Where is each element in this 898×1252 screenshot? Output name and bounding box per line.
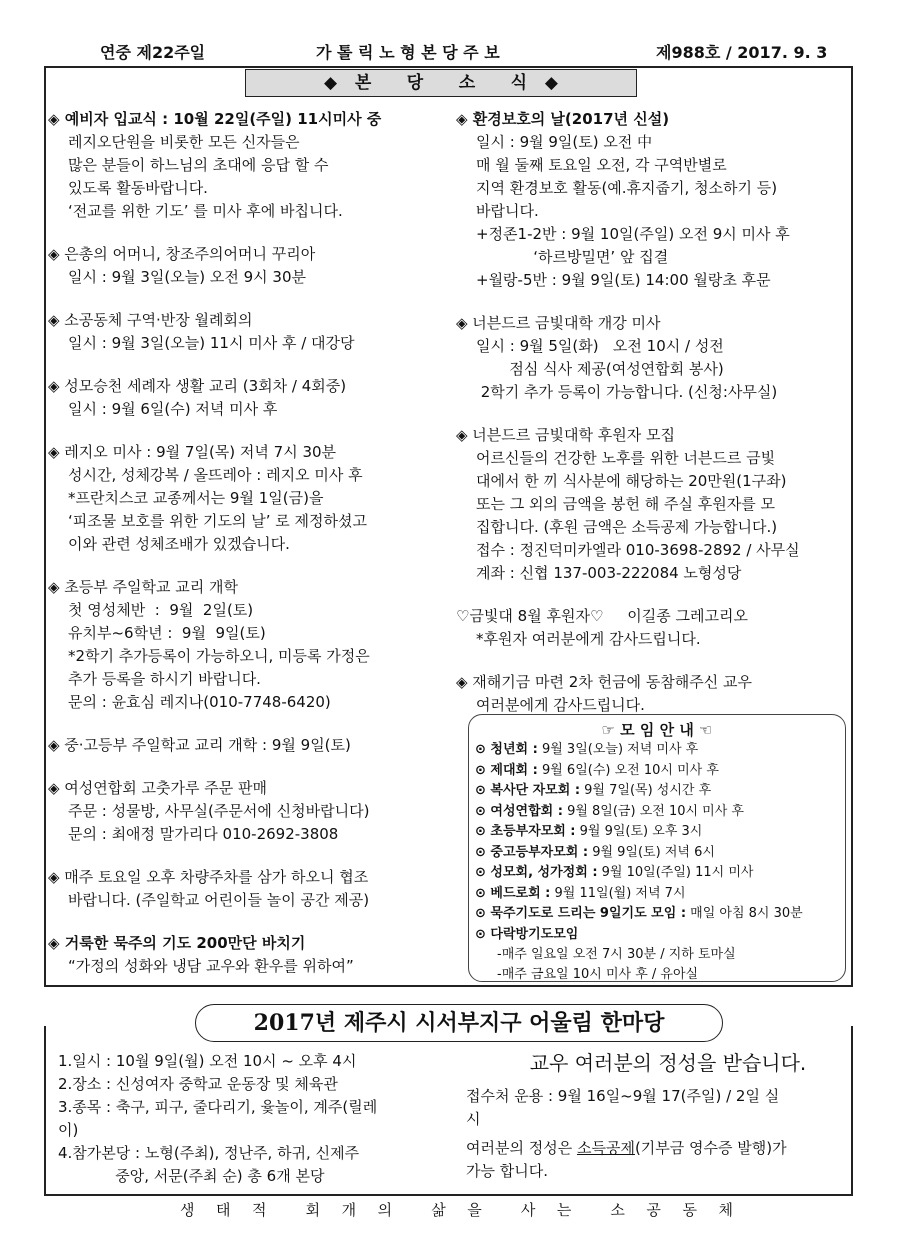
meeting-item: [469, 863, 845, 884]
issue-number-date: 제988호 / 2017. 9. 3: [656, 43, 828, 62]
notice-line: 문의 : 최애정 말가리다 010-2692-3808: [68, 825, 339, 843]
event-line: 2.장소 : 신성여자 중학교 운동장 및 체육관: [58, 1075, 338, 1093]
meeting-time: 9월 9일(토) 오후 3시: [575, 824, 703, 839]
notice-line: 추가 등록을 하시기 바랍니다.: [68, 670, 261, 688]
right-column: [456, 108, 851, 737]
meeting-item: [469, 925, 845, 946]
bulletin-title: 가 톨 릭 노 형 본 당 주 보: [316, 43, 500, 62]
notice-line: 레지오단원을 비롯한 모든 신자들은: [68, 133, 300, 151]
notice-heading: ◈ 환경보호의 날(2017년 신설): [456, 110, 670, 128]
notice-heading: ◈ 너븐드르 금빛대학 후원자 모집: [456, 426, 675, 444]
notice-line: +월랑-5반 : 9월 9일(토) 14:00 월랑초 후문: [476, 271, 771, 289]
meeting-guide-box: [468, 714, 846, 982]
notice-heading: ◈ 매주 토요일 오후 차량주차를 삼가 하오니 협조: [48, 868, 369, 886]
notice-line: 집합니다. (후원 금액은 소득공제 가능합니다.): [476, 518, 778, 536]
section-title: ◆ 본 당 소 식 ◆: [245, 69, 637, 97]
meeting-name: ⊙ 베드로회 :: [475, 885, 551, 901]
notice-line: ‘하르방밀면’ 앞 집결: [476, 248, 669, 266]
bulletin-header: [44, 40, 856, 64]
right-notice: [456, 671, 851, 717]
notice-heading: ◈ 성모승천 세례자 생활 교리 (3회차 / 4회중): [48, 377, 347, 395]
notice-line: 바랍니다.: [476, 202, 539, 220]
tax-deduction-text: 소득공제: [576, 1139, 635, 1157]
event-line: 중앙, 서문(주최 순) 총 6개 본당: [58, 1167, 325, 1185]
notice-line: 지역 환경보호 활동(예.휴지줍기, 청소하기 등): [476, 179, 778, 197]
notice-line: ‘피조물 보호를 위한 기도의 날’ 로 제정하셨고: [68, 512, 367, 530]
notice-line: 여러분에게 감사드립니다.: [476, 696, 645, 714]
left-notice: [48, 243, 458, 289]
left-notice: [48, 309, 458, 355]
notice-line: 매 월 둘째 토요일 오전, 각 구역반별로: [476, 156, 727, 174]
meeting-name: ⊙ 성모회, 성가정회 :: [475, 865, 598, 880]
notice-heading: ◈ 소공동체 구역·반장 월례회의: [48, 311, 253, 329]
notice-line: 접수 : 정진덕미카엘라 010-3698-2892 / 사무실: [476, 541, 800, 559]
notice-heading: ◈ 레지오 미사 : 9월 7일(목) 저녁 7시 30분: [48, 443, 337, 461]
meeting-name: ⊙ 청년회 :: [475, 742, 538, 757]
notice-line: 일시 : 9월 6일(수) 저녁 미사 후: [68, 400, 278, 418]
meeting-item: [469, 781, 845, 802]
meeting-sub-item: -매주 일요일 오전 7시 30분 / 지하 토마실: [497, 947, 736, 962]
notice-line: 어르신들의 건강한 노후를 위한 너븐드르 금빛: [476, 449, 776, 467]
left-notice: [48, 375, 458, 421]
donation-tax-cont: 가능 합니다.: [466, 1162, 548, 1180]
notice-line: “가정의 성화와 냉담 교우와 환우를 위하여”: [68, 957, 354, 975]
meeting-time: 9월 3일(오늘) 저녁 미사 후: [537, 742, 699, 757]
meeting-item: [469, 761, 845, 782]
meeting-time: 9월 6일(수) 오전 10시 미사 후: [537, 762, 719, 778]
notice-line: *후원자 여러분에게 감사드립니다.: [476, 630, 701, 648]
notice-line: 2학기 추가 등록이 가능합니다. (신청:사무실): [476, 383, 778, 401]
notice-line: 이와 관련 성체조배가 있겠습니다.: [68, 535, 290, 553]
notice-line: 일시 : 9월 9일(토) 오전 中: [476, 133, 653, 151]
meeting-time: 9월 10일(주일) 11시 미사: [597, 865, 754, 880]
right-notice: [456, 312, 851, 404]
meeting-sub-item: -매주 금요일 10시 미사 후 / 유아실: [497, 967, 699, 982]
notice-line: ‘전교를 위한 기도’ 를 미사 후에 바칩니다.: [68, 202, 343, 220]
meeting-time: 9월 9일(토) 저녁 6시: [588, 844, 715, 860]
notice-heading: ◈ 중·고등부 주일학교 교리 개학 : 9월 9일(토): [48, 736, 351, 754]
meeting-list: [469, 740, 845, 985]
meeting-name: ⊙ 여성연합회 :: [475, 803, 563, 819]
meeting-name: ⊙ 중고등부자모회 :: [475, 844, 589, 860]
notice-line: *2학기 추가등록이 가능하오니, 미등록 가정은: [68, 647, 370, 665]
notice-heading: ◈ 예비자 입교식 : 10월 22일(주일) 11시미사 중: [48, 110, 382, 128]
notice-line: 또는 그 외의 금액을 봉헌 해 주실 후원자를 모: [476, 495, 775, 513]
notice-line: 바랍니다. (주일학교 어린이들 놀이 공간 제공): [68, 891, 370, 909]
notice-heading: ♡금빛대 8월 후원자♡ 이길종 그레고리오: [456, 607, 748, 625]
meeting-item: [469, 884, 845, 905]
meeting-name: ⊙ 복사단 자모회 :: [475, 783, 581, 798]
notice-line: 첫 영성체반 : 9월 2일(토): [68, 601, 254, 619]
notice-heading: ◈ 은총의 어머니, 창조주의어머니 꾸리아: [48, 245, 316, 263]
meeting-name: ⊙ 제대회 :: [475, 762, 538, 778]
right-notice: [456, 108, 851, 292]
notice-line: 일시 : 9월 5일(화) 오전 10시 / 성전: [476, 337, 724, 355]
left-notice: [48, 576, 458, 714]
notice-line: 일시 : 9월 3일(오늘) 오전 9시 30분: [68, 268, 306, 286]
meeting-name: ⊙ 초등부자모회 :: [475, 824, 576, 839]
meeting-time: 9월 11일(월) 저녁 7시: [550, 885, 686, 901]
meeting-time: 9월 7일(목) 성시간 후: [580, 783, 712, 798]
notice-line: 계좌 : 신협 137-003-222084 노형성당: [476, 564, 742, 582]
left-notice: [48, 777, 458, 846]
donation-period: 접수처 운용 : 9월 16일~9월 17(주일) / 2일 실: [466, 1087, 780, 1105]
donation-period-cont: 시: [466, 1110, 481, 1128]
notice-line: 대에서 한 끼 식사분에 해당하는 20만원(1구좌): [476, 472, 787, 490]
notice-line: 주문 : 성물방, 사무실(주문서에 신청바랍니다): [68, 802, 370, 820]
notice-line: 있도록 활동바랍니다.: [68, 179, 208, 197]
meeting-name: ⊙ 다락방기도모임: [475, 926, 579, 942]
right-notice: [456, 605, 851, 651]
notice-heading: ◈ 여성연합회 고춧가루 주문 판매: [48, 779, 267, 797]
parish-motto: 생 태 적 회 개 의 삶 을 사 는 소 공 동 체: [180, 1201, 737, 1219]
event-line: 4.참가본당 : 노형(주최), 정난주, 하귀, 신제주: [58, 1144, 360, 1162]
notice-line: +정존1-2반 : 9월 10일(주일) 오전 9시 미사 후: [476, 225, 790, 243]
left-notice: [48, 866, 458, 912]
meeting-item: [469, 904, 845, 925]
left-notice: [48, 734, 458, 757]
notice-heading: ◈ 초등부 주일학교 교리 개학: [48, 578, 238, 596]
notice-line: 성시간, 성체강복 / 올뜨레아 : 레지오 미사 후: [68, 466, 363, 484]
notice-line: 점심 식사 제공(여성연합회 봉사): [476, 360, 724, 378]
donation-heading: 교우 여러분의 정성을 받습니다.: [529, 1051, 807, 1075]
notice-line: 일시 : 9월 3일(오늘) 11시 미사 후 / 대강당: [68, 334, 355, 352]
event-details: [58, 1050, 458, 1188]
event-line: 1.일시 : 10월 9일(월) 오전 10시 ~ 오후 4시: [58, 1052, 357, 1070]
meeting-item: [469, 802, 845, 823]
notice-line: 많은 분들이 하느님의 초대에 응답 할 수: [68, 156, 329, 174]
notice-heading: ◈ 재해기금 마련 2차 헌금에 동참해주신 교우: [456, 673, 753, 691]
left-notice: [48, 441, 458, 556]
event-line: 3.종목 : 축구, 피구, 줄다리기, 윷놀이, 계주(릴레: [58, 1098, 378, 1116]
notice-heading: ◈ 너븐드르 금빛대학 개강 미사: [456, 314, 661, 332]
notice-line: *프란치스코 교종께서는 9월 1일(금)을: [68, 489, 324, 507]
meeting-item: [469, 822, 845, 843]
event-banner: 2017년 제주시 시서부지구 어울림 한마당: [195, 1004, 723, 1042]
donation-notice: [466, 1052, 846, 1183]
left-notice: [48, 108, 458, 223]
meeting-name: ⊙ 묵주기도로 드리는 9일기도 모임 :: [475, 906, 687, 921]
liturgical-week: 연중 제22주일: [100, 43, 206, 62]
meeting-guide-title: ☞ 모 임 안 내 ☜: [601, 721, 713, 739]
event-line: 이): [58, 1121, 79, 1139]
meeting-time: 9월 8일(금) 오전 10시 미사 후: [562, 803, 744, 819]
right-notice: [456, 424, 851, 585]
notice-heading: ◈ 거룩한 묵주의 기도 200만단 바치기: [48, 934, 306, 952]
notice-line: 문의 : 윤효심 레지나(010-7748-6420): [68, 693, 331, 711]
left-column: [48, 108, 458, 998]
left-notice: [48, 932, 458, 978]
meeting-time: 매일 아침 8시 30분: [686, 906, 803, 921]
meeting-item: [469, 843, 845, 864]
donation-tax: 여러분의 정성은 소득공제(기부금 영수증 발행)가: [466, 1139, 787, 1157]
meeting-item: [469, 740, 845, 761]
notice-line: 유치부~6학년 : 9월 9일(토): [68, 624, 266, 642]
